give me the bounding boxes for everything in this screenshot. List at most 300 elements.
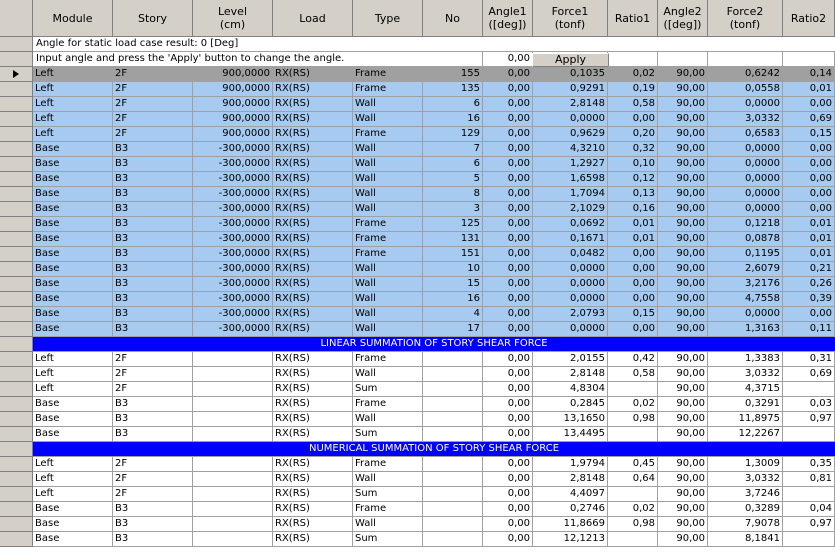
cell-ratio1[interactable] <box>608 532 658 547</box>
table-row[interactable] <box>0 202 835 217</box>
table-row[interactable] <box>0 367 835 382</box>
cell-ratio2[interactable]: 0,00 <box>783 142 835 157</box>
cell-ratio1[interactable]: 0,32 <box>608 142 658 157</box>
cell-force1[interactable]: 0,0000 <box>533 322 608 337</box>
cell-load[interactable]: RX(RS) <box>273 262 353 277</box>
cell-ratio2[interactable]: 0,01 <box>783 232 835 247</box>
cell-story[interactable]: 2F <box>113 352 193 367</box>
cell-force1[interactable]: 1,7094 <box>533 187 608 202</box>
cell-no[interactable]: 135 <box>423 82 483 97</box>
cell-story[interactable]: B3 <box>113 412 193 427</box>
cell-story[interactable]: 2F <box>113 82 193 97</box>
cell-level[interactable] <box>193 532 273 547</box>
cell-angle2[interactable]: 90,00 <box>658 247 708 262</box>
cell-module[interactable]: Base <box>33 427 113 442</box>
cell-force1[interactable]: 0,0000 <box>533 292 608 307</box>
cell-force1[interactable]: 0,2845 <box>533 397 608 412</box>
cell-story[interactable]: B3 <box>113 307 193 322</box>
cell-no[interactable]: 5 <box>423 172 483 187</box>
cell-no[interactable]: 151 <box>423 247 483 262</box>
cell-force2[interactable]: 4,7558 <box>708 292 783 307</box>
column-header-type[interactable]: Type <box>353 0 423 37</box>
cell-module[interactable]: Left <box>33 487 113 502</box>
row-selector[interactable] <box>0 232 33 247</box>
cell-type[interactable]: Wall <box>353 172 423 187</box>
cell-type[interactable]: Frame <box>353 397 423 412</box>
cell-level[interactable]: -300,0000 <box>193 217 273 232</box>
cell-type[interactable]: Wall <box>353 322 423 337</box>
cell-no[interactable]: 7 <box>423 142 483 157</box>
cell-force2[interactable]: 0,0000 <box>708 157 783 172</box>
cell-force2[interactable]: 4,3715 <box>708 382 783 397</box>
cell-ratio1[interactable]: 0,19 <box>608 82 658 97</box>
cell-type[interactable]: Wall <box>353 262 423 277</box>
cell-load[interactable]: RX(RS) <box>273 187 353 202</box>
cell-angle1[interactable]: 0,00 <box>483 502 533 517</box>
cell-angle2[interactable]: 90,00 <box>658 82 708 97</box>
cell-angle2[interactable]: 90,00 <box>658 202 708 217</box>
cell-force1[interactable]: 4,3210 <box>533 142 608 157</box>
cell-module[interactable]: Base <box>33 502 113 517</box>
cell-level[interactable]: -300,0000 <box>193 307 273 322</box>
cell-type[interactable]: Wall <box>353 142 423 157</box>
cell-force1[interactable]: 0,9291 <box>533 82 608 97</box>
cell-ratio1[interactable]: 0,20 <box>608 127 658 142</box>
cell-ratio2[interactable]: 0,26 <box>783 277 835 292</box>
cell-force2[interactable]: 3,0332 <box>708 472 783 487</box>
cell-load[interactable]: RX(RS) <box>273 232 353 247</box>
table-row[interactable] <box>0 457 835 472</box>
row-selector[interactable] <box>0 52 33 67</box>
table-row[interactable] <box>0 157 835 172</box>
cell-level[interactable] <box>193 487 273 502</box>
cell-no[interactable]: 4 <box>423 307 483 322</box>
cell-module[interactable]: Base <box>33 217 113 232</box>
cell-load[interactable]: RX(RS) <box>273 157 353 172</box>
cell-no[interactable] <box>423 517 483 532</box>
cell-module[interactable]: Base <box>33 277 113 292</box>
cell-no[interactable]: 125 <box>423 217 483 232</box>
cell-ratio1[interactable]: 0,58 <box>608 367 658 382</box>
cell-angle2[interactable]: 90,00 <box>658 157 708 172</box>
table-row[interactable] <box>0 532 835 547</box>
table-row[interactable] <box>0 487 835 502</box>
cell-story[interactable]: 2F <box>113 67 193 82</box>
cell-load[interactable]: RX(RS) <box>273 247 353 262</box>
cell-force2[interactable]: 0,6242 <box>708 67 783 82</box>
cell-angle1[interactable]: 0,00 <box>483 202 533 217</box>
cell-load[interactable]: RX(RS) <box>273 472 353 487</box>
cell-load[interactable]: RX(RS) <box>273 112 353 127</box>
cell-ratio1[interactable]: 0,64 <box>608 472 658 487</box>
cell-ratio2[interactable]: 0,00 <box>783 187 835 202</box>
cell-angle1[interactable]: 0,00 <box>483 427 533 442</box>
cell-ratio2[interactable]: 0,03 <box>783 397 835 412</box>
cell-angle1[interactable]: 0,00 <box>483 112 533 127</box>
cell-no[interactable] <box>423 397 483 412</box>
cell-level[interactable] <box>193 457 273 472</box>
cell-load[interactable]: RX(RS) <box>273 457 353 472</box>
cell-ratio1[interactable] <box>608 427 658 442</box>
row-selector[interactable] <box>0 322 33 337</box>
cell-story[interactable]: 2F <box>113 367 193 382</box>
table-row[interactable] <box>0 382 835 397</box>
cell-force1[interactable]: 0,0000 <box>533 112 608 127</box>
cell-level[interactable]: -300,0000 <box>193 187 273 202</box>
cell-angle1[interactable]: 0,00 <box>483 262 533 277</box>
cell-ratio2[interactable] <box>783 382 835 397</box>
cell-level[interactable]: 900,0000 <box>193 127 273 142</box>
row-selector[interactable] <box>0 142 33 157</box>
table-row[interactable] <box>0 412 835 427</box>
cell-ratio1[interactable]: 0,00 <box>608 292 658 307</box>
cell-ratio1[interactable]: 0,00 <box>608 247 658 262</box>
cell-angle2[interactable]: 90,00 <box>658 277 708 292</box>
cell-ratio1[interactable]: 0,45 <box>608 457 658 472</box>
cell-module[interactable]: Base <box>33 322 113 337</box>
row-selector[interactable] <box>0 442 33 457</box>
cell-load[interactable]: RX(RS) <box>273 517 353 532</box>
cell-ratio1[interactable]: 0,01 <box>608 217 658 232</box>
row-selector[interactable] <box>0 157 33 172</box>
cell-load[interactable]: RX(RS) <box>273 532 353 547</box>
cell-type[interactable]: Sum <box>353 487 423 502</box>
table-row[interactable] <box>0 322 835 337</box>
cell-force2[interactable]: 0,0000 <box>708 187 783 202</box>
cell-load[interactable]: RX(RS) <box>273 322 353 337</box>
cell-force2[interactable]: 0,0000 <box>708 172 783 187</box>
row-selector[interactable] <box>0 397 33 412</box>
cell-angle2[interactable]: 90,00 <box>658 187 708 202</box>
cell-type[interactable]: Wall <box>353 367 423 382</box>
cell-load[interactable]: RX(RS) <box>273 397 353 412</box>
cell-ratio2[interactable]: 0,00 <box>783 97 835 112</box>
row-selector[interactable] <box>0 67 33 82</box>
cell-type[interactable]: Frame <box>353 352 423 367</box>
cell-angle2[interactable]: 90,00 <box>658 127 708 142</box>
cell-no[interactable] <box>423 427 483 442</box>
row-selector[interactable] <box>0 532 33 547</box>
cell-ratio2[interactable]: 0,01 <box>783 217 835 232</box>
row-selector[interactable] <box>0 367 33 382</box>
cell-angle2[interactable]: 90,00 <box>658 112 708 127</box>
table-row[interactable] <box>0 127 835 142</box>
cell-module[interactable]: Base <box>33 517 113 532</box>
cell-story[interactable]: B3 <box>113 172 193 187</box>
cell-force2[interactable]: 11,8975 <box>708 412 783 427</box>
cell-ratio1[interactable] <box>608 487 658 502</box>
cell-story[interactable]: 2F <box>113 97 193 112</box>
cell-no[interactable]: 6 <box>423 97 483 112</box>
cell-ratio1[interactable]: 0,02 <box>608 502 658 517</box>
cell-angle1[interactable]: 0,00 <box>483 142 533 157</box>
cell-type[interactable]: Frame <box>353 457 423 472</box>
cell-level[interactable]: 900,0000 <box>193 112 273 127</box>
cell-module[interactable]: Left <box>33 457 113 472</box>
cell-force2[interactable]: 0,3289 <box>708 502 783 517</box>
cell-angle1[interactable]: 0,00 <box>483 322 533 337</box>
cell-type[interactable]: Wall <box>353 187 423 202</box>
row-selector[interactable] <box>0 292 33 307</box>
cell-load[interactable]: RX(RS) <box>273 367 353 382</box>
cell-level[interactable] <box>193 427 273 442</box>
cell-angle2[interactable]: 90,00 <box>658 532 708 547</box>
cell-ratio2[interactable]: 0,00 <box>783 157 835 172</box>
cell-level[interactable] <box>193 412 273 427</box>
table-row[interactable] <box>0 352 835 367</box>
row-selector[interactable] <box>0 247 33 262</box>
cell-ratio2[interactable]: 0,01 <box>783 247 835 262</box>
cell-ratio2[interactable]: 0,97 <box>783 412 835 427</box>
cell-angle1[interactable]: 0,00 <box>483 82 533 97</box>
cell-level[interactable]: -300,0000 <box>193 172 273 187</box>
cell-angle1[interactable]: 0,00 <box>483 217 533 232</box>
cell-module[interactable]: Left <box>33 112 113 127</box>
cell-force1[interactable]: 4,8304 <box>533 382 608 397</box>
row-selector[interactable] <box>0 172 33 187</box>
row-selector[interactable] <box>0 427 33 442</box>
cell-force1[interactable]: 1,6598 <box>533 172 608 187</box>
cell-level[interactable] <box>193 352 273 367</box>
cell-angle1[interactable]: 0,00 <box>483 232 533 247</box>
cell-ratio1[interactable]: 0,15 <box>608 307 658 322</box>
cell-level[interactable]: 900,0000 <box>193 67 273 82</box>
cell-no[interactable]: 16 <box>423 112 483 127</box>
cell-ratio1[interactable]: 0,02 <box>608 67 658 82</box>
cell-force2[interactable]: 3,7246 <box>708 487 783 502</box>
cell-type[interactable]: Wall <box>353 307 423 322</box>
cell-module[interactable]: Left <box>33 367 113 382</box>
cell-force2[interactable]: 8,1841 <box>708 532 783 547</box>
cell-level[interactable]: -300,0000 <box>193 247 273 262</box>
cell-angle1[interactable]: 0,00 <box>483 517 533 532</box>
cell-angle1[interactable]: 0,00 <box>483 532 533 547</box>
table-row[interactable] <box>0 502 835 517</box>
cell-force2[interactable]: 1,3163 <box>708 322 783 337</box>
cell-level[interactable]: -300,0000 <box>193 322 273 337</box>
cell-force2[interactable]: 0,1195 <box>708 247 783 262</box>
cell-story[interactable]: B3 <box>113 262 193 277</box>
cell-angle1[interactable]: 0,00 <box>483 412 533 427</box>
cell-force1[interactable]: 0,1671 <box>533 232 608 247</box>
cell-type[interactable]: Wall <box>353 292 423 307</box>
row-selector[interactable] <box>0 187 33 202</box>
cell-module[interactable]: Base <box>33 247 113 262</box>
cell-force1[interactable]: 2,0155 <box>533 352 608 367</box>
table-row[interactable] <box>0 217 835 232</box>
cell-force1[interactable]: 0,2746 <box>533 502 608 517</box>
cell-type[interactable]: Wall <box>353 97 423 112</box>
cell-load[interactable]: RX(RS) <box>273 82 353 97</box>
row-selector[interactable] <box>0 307 33 322</box>
cell-story[interactable]: 2F <box>113 472 193 487</box>
cell-load[interactable]: RX(RS) <box>273 352 353 367</box>
column-header-no[interactable]: No <box>423 0 483 37</box>
cell-level[interactable] <box>193 382 273 397</box>
row-selector[interactable] <box>0 112 33 127</box>
cell-module[interactable]: Base <box>33 397 113 412</box>
table-row[interactable] <box>0 187 835 202</box>
cell-story[interactable]: 2F <box>113 457 193 472</box>
cell-angle2[interactable]: 90,00 <box>658 457 708 472</box>
cell-angle1[interactable]: 0,00 <box>483 367 533 382</box>
cell-angle2[interactable]: 90,00 <box>658 502 708 517</box>
cell-level[interactable] <box>193 397 273 412</box>
cell-ratio2[interactable]: 0,31 <box>783 352 835 367</box>
row-selector[interactable] <box>0 487 33 502</box>
cell-force2[interactable]: 3,0332 <box>708 367 783 382</box>
cell-story[interactable]: B3 <box>113 157 193 172</box>
table-row[interactable] <box>0 472 835 487</box>
apply-button[interactable]: Apply <box>532 53 609 67</box>
cell-module[interactable]: Base <box>33 142 113 157</box>
cell-force2[interactable]: 0,0000 <box>708 202 783 217</box>
cell-module[interactable]: Base <box>33 232 113 247</box>
cell-ratio1[interactable]: 0,16 <box>608 202 658 217</box>
column-header-module[interactable]: Module <box>33 0 113 37</box>
row-selector[interactable] <box>0 472 33 487</box>
column-header-ratio2[interactable]: Ratio2 <box>783 0 835 37</box>
cell-module[interactable]: Left <box>33 352 113 367</box>
cell-no[interactable]: 15 <box>423 277 483 292</box>
cell-ratio2[interactable] <box>783 532 835 547</box>
cell-no[interactable]: 131 <box>423 232 483 247</box>
cell-force1[interactable]: 11,8669 <box>533 517 608 532</box>
cell-no[interactable] <box>423 532 483 547</box>
row-selector[interactable] <box>0 277 33 292</box>
cell-force1[interactable]: 4,4097 <box>533 487 608 502</box>
cell-angle1[interactable]: 0,00 <box>483 397 533 412</box>
cell-no[interactable]: 6 <box>423 157 483 172</box>
cell-ratio2[interactable]: 0,00 <box>783 172 835 187</box>
cell-force1[interactable]: 0,0482 <box>533 247 608 262</box>
table-row[interactable] <box>0 232 835 247</box>
cell-story[interactable]: B3 <box>113 247 193 262</box>
cell-module[interactable]: Base <box>33 307 113 322</box>
cell-load[interactable]: RX(RS) <box>273 97 353 112</box>
cell-load[interactable]: RX(RS) <box>273 502 353 517</box>
cell-force2[interactable]: 0,0000 <box>708 142 783 157</box>
cell-angle2[interactable]: 90,00 <box>658 352 708 367</box>
column-header-story[interactable]: Story <box>113 0 193 37</box>
cell-ratio2[interactable]: 0,00 <box>783 202 835 217</box>
cell-module[interactable]: Base <box>33 172 113 187</box>
cell-load[interactable]: RX(RS) <box>273 307 353 322</box>
cell-force1[interactable]: 12,1213 <box>533 532 608 547</box>
cell-level[interactable]: -300,0000 <box>193 202 273 217</box>
cell-type[interactable]: Wall <box>353 202 423 217</box>
cell-story[interactable]: B3 <box>113 292 193 307</box>
cell-ratio1[interactable]: 0,13 <box>608 187 658 202</box>
cell-angle1[interactable]: 0,00 <box>483 127 533 142</box>
cell-module[interactable]: Base <box>33 292 113 307</box>
cell-story[interactable]: B3 <box>113 517 193 532</box>
cell-type[interactable]: Sum <box>353 427 423 442</box>
cell-angle2[interactable]: 90,00 <box>658 322 708 337</box>
cell-level[interactable] <box>193 502 273 517</box>
cell-ratio1[interactable]: 0,00 <box>608 322 658 337</box>
cell-ratio1[interactable]: 0,12 <box>608 172 658 187</box>
cell-type[interactable]: Frame <box>353 247 423 262</box>
table-row[interactable] <box>0 82 835 97</box>
cell-force2[interactable]: 2,6079 <box>708 262 783 277</box>
cell-angle1[interactable]: 0,00 <box>483 247 533 262</box>
cell-no[interactable] <box>423 487 483 502</box>
row-selector[interactable] <box>0 337 33 352</box>
row-selector[interactable] <box>0 412 33 427</box>
cell-module[interactable]: Base <box>33 157 113 172</box>
cell-module[interactable]: Left <box>33 67 113 82</box>
cell-type[interactable]: Frame <box>353 82 423 97</box>
cell-story[interactable]: 2F <box>113 487 193 502</box>
cell-story[interactable]: B3 <box>113 277 193 292</box>
table-row[interactable] <box>0 307 835 322</box>
angle-input[interactable]: 0,00 <box>483 52 533 67</box>
table-row[interactable] <box>0 292 835 307</box>
cell-angle2[interactable]: 90,00 <box>658 472 708 487</box>
cell-ratio1[interactable]: 0,00 <box>608 262 658 277</box>
cell-module[interactable]: Base <box>33 262 113 277</box>
cell-module[interactable]: Left <box>33 97 113 112</box>
cell-level[interactable]: 900,0000 <box>193 97 273 112</box>
cell-force1[interactable]: 1,9794 <box>533 457 608 472</box>
cell-force1[interactable]: 2,1029 <box>533 202 608 217</box>
table-row[interactable] <box>0 97 835 112</box>
cell-ratio2[interactable] <box>783 487 835 502</box>
cell-force2[interactable]: 0,3291 <box>708 397 783 412</box>
cell-load[interactable]: RX(RS) <box>273 67 353 82</box>
cell-ratio1[interactable]: 0,58 <box>608 97 658 112</box>
cell-force1[interactable]: 0,9629 <box>533 127 608 142</box>
cell-level[interactable] <box>193 367 273 382</box>
cell-angle1[interactable]: 0,00 <box>483 472 533 487</box>
cell-angle1[interactable]: 0,00 <box>483 187 533 202</box>
cell-angle1[interactable]: 0,00 <box>483 457 533 472</box>
cell-angle1[interactable]: 0,00 <box>483 172 533 187</box>
cell-angle2[interactable]: 90,00 <box>658 307 708 322</box>
cell-type[interactable]: Frame <box>353 502 423 517</box>
cell-force2[interactable]: 0,0878 <box>708 232 783 247</box>
cell-load[interactable]: RX(RS) <box>273 142 353 157</box>
cell-no[interactable]: 155 <box>423 67 483 82</box>
table-row[interactable] <box>0 112 835 127</box>
cell-ratio2[interactable]: 0,97 <box>783 517 835 532</box>
cell-module[interactable]: Left <box>33 382 113 397</box>
cell-force2[interactable]: 0,1218 <box>708 217 783 232</box>
cell-angle2[interactable]: 90,00 <box>658 97 708 112</box>
cell-ratio2[interactable]: 0,15 <box>783 127 835 142</box>
row-selector[interactable] <box>0 517 33 532</box>
cell-force2[interactable]: 0,0000 <box>708 97 783 112</box>
cell-no[interactable] <box>423 382 483 397</box>
cell-angle2[interactable]: 90,00 <box>658 412 708 427</box>
cell-type[interactable]: Wall <box>353 472 423 487</box>
cell-type[interactable]: Wall <box>353 112 423 127</box>
cell-angle2[interactable]: 90,00 <box>658 517 708 532</box>
row-selector[interactable] <box>0 457 33 472</box>
row-selector[interactable] <box>0 217 33 232</box>
table-row[interactable] <box>0 427 835 442</box>
cell-type[interactable]: Wall <box>353 412 423 427</box>
table-row[interactable] <box>0 142 835 157</box>
cell-type[interactable]: Sum <box>353 382 423 397</box>
cell-force2[interactable]: 1,3009 <box>708 457 783 472</box>
cell-angle1[interactable]: 0,00 <box>483 157 533 172</box>
cell-ratio2[interactable]: 0,35 <box>783 457 835 472</box>
cell-force1[interactable]: 2,8148 <box>533 97 608 112</box>
column-header-force1[interactable]: Force1 (tonf) <box>533 0 608 37</box>
cell-type[interactable]: Frame <box>353 67 423 82</box>
